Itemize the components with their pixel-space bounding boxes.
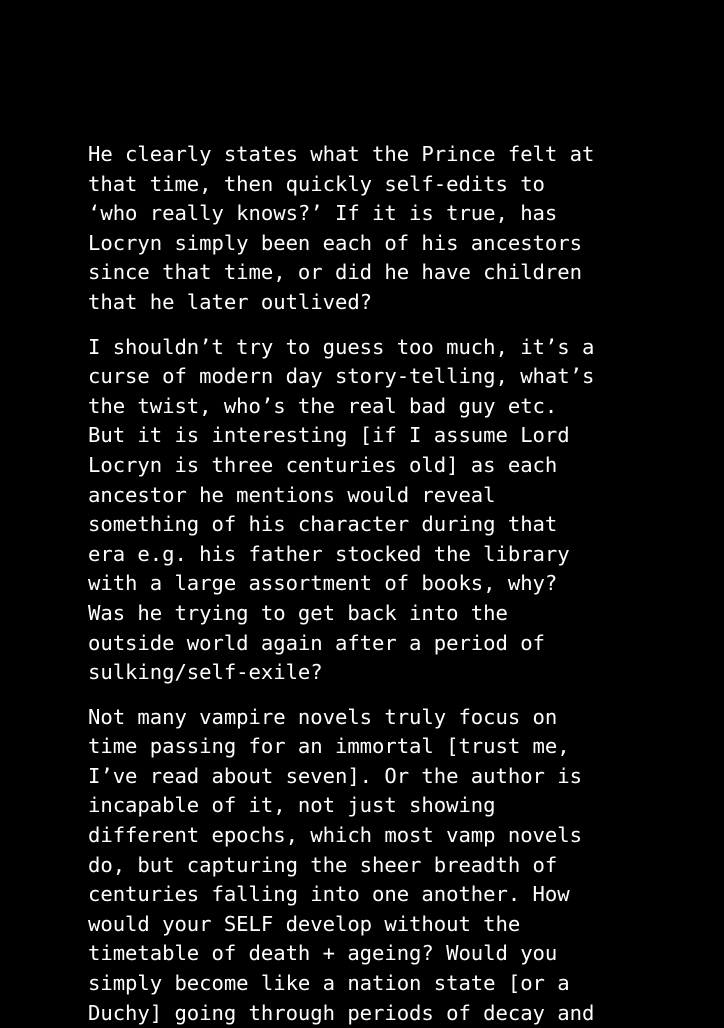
text-line: I shouldn’t try to guess too much, it’s a	[88, 334, 595, 359]
text-line: ‘who really knows?’ If it is true, has	[88, 201, 558, 226]
text-line: Locryn is three centuries old] as each	[88, 452, 558, 477]
text-line: the twist, who’s the real bad guy etc.	[88, 393, 558, 418]
paragraph-3	[88, 703, 724, 1028]
text-line: different epochs, which most vamp novels	[88, 823, 582, 848]
text-line: era e.g. his father stocked the library	[88, 541, 570, 566]
text-line: I’ve read about seven]. Or the author is	[88, 763, 582, 788]
text-line: outside world again after a period of	[88, 630, 545, 655]
text-line: ancestor he mentions would reveal	[88, 482, 496, 507]
text-line: He clearly states what the Prince felt at	[88, 142, 595, 166]
text-line: Not many vampire novels truly focus on	[88, 704, 558, 729]
text-line: simply become like a nation state [or a	[88, 971, 570, 996]
text-line: with a large assortment of books, why?	[88, 571, 558, 596]
text-line: sulking/self-exile?	[88, 660, 323, 685]
text-line: would your SELF develop without the	[88, 911, 521, 936]
text-line: incapable of it, not just showing	[88, 793, 496, 818]
text-line: that he later outlived?	[88, 289, 373, 314]
text-line: But it is interesting [if I assume Lord	[88, 423, 570, 448]
document-page	[88, 140, 724, 1028]
text-line: Duchy] going through periods of decay and	[88, 1000, 595, 1025]
text-line: Locryn simply been each of his ancestors	[88, 230, 582, 255]
text-line: centuries falling into one another. How	[88, 882, 570, 907]
text-line: time passing for an immortal [trust me,	[88, 734, 570, 759]
text-line: since that time, or did he have children	[88, 260, 582, 285]
paragraph-1	[88, 140, 724, 318]
text-line: Was he trying to get back into the	[88, 600, 508, 625]
text-line: timetable of death + ageing? Would you	[88, 941, 558, 966]
text-line: curse of modern day story-telling, what’s	[88, 364, 595, 389]
text-line: something of his character during that	[88, 512, 558, 537]
text-line: do, but capturing the sheer breadth of	[88, 852, 558, 877]
text-line: that time, then quickly self-edits to	[88, 171, 545, 196]
paragraph-2	[88, 333, 724, 688]
